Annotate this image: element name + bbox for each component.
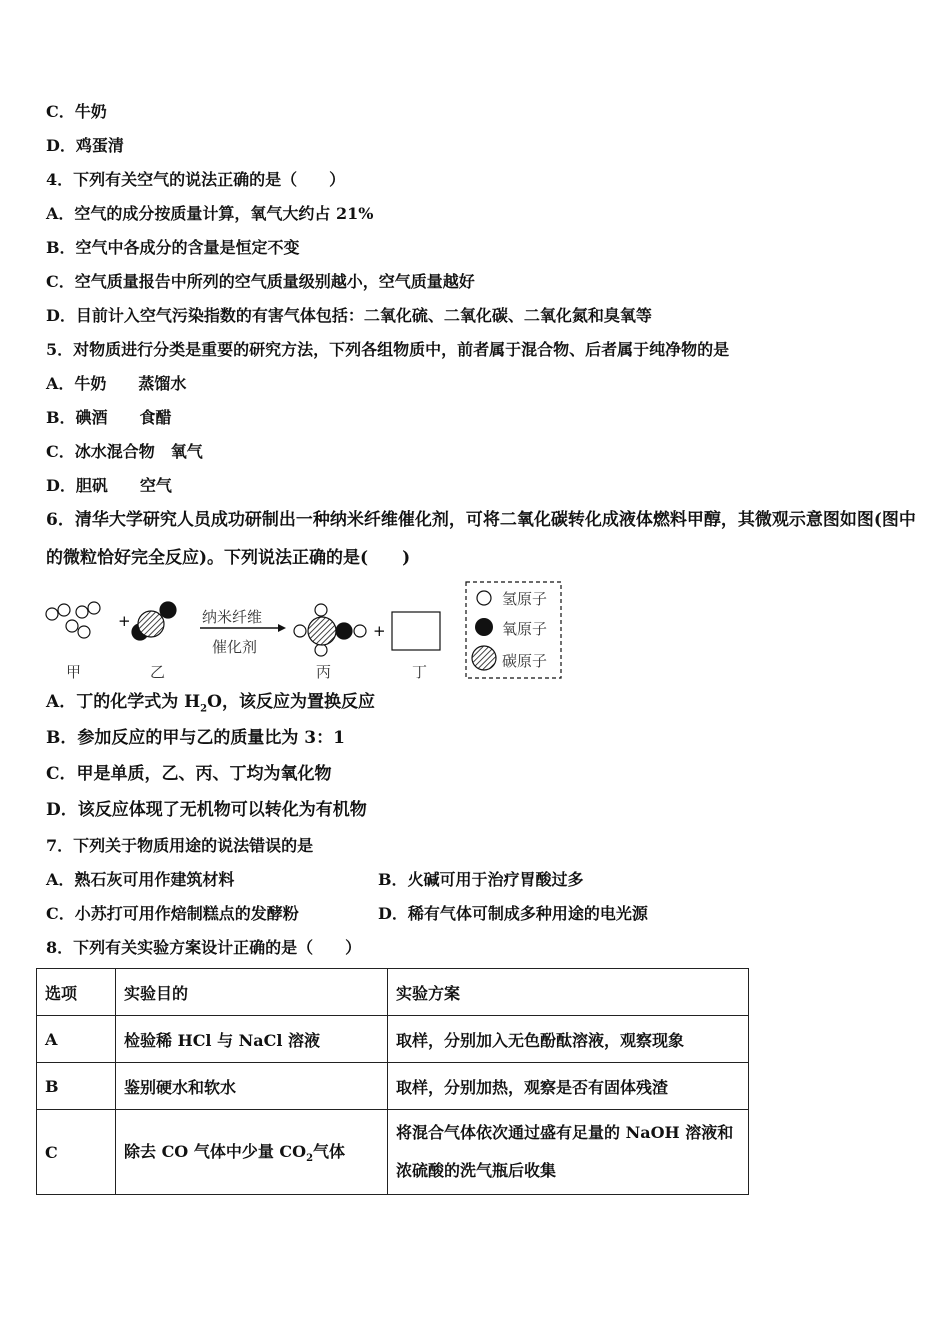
row-b-plan: 取样，分别加热，观察是否有固体残渣 xyxy=(388,1063,749,1110)
q4-option-b: B．空气中各成分的含量是恒定不变 xyxy=(46,238,300,257)
q6-option-c: C．甲是单质，乙、丙、丁均为氧化物 xyxy=(46,764,332,784)
label-bing: 丙 xyxy=(316,663,332,681)
q7-stem: 7．下列关于物质用途的说法错误的是 xyxy=(46,836,314,855)
q7-option-a: A．熟石灰可用作建筑材料 xyxy=(46,870,235,889)
q4-option-c: C．空气质量报告中所列的空气质量级别越小，空气质量越好 xyxy=(46,272,475,291)
q3-option-c: C．牛奶 xyxy=(46,102,107,121)
row-a-option: A xyxy=(37,1016,116,1063)
table-header-row xyxy=(37,969,749,1016)
q6-option-a-text-end: O，该反应为置换反应 xyxy=(207,692,375,712)
q3-option-d: D．鸡蛋清 xyxy=(46,136,124,155)
row-c-purpose xyxy=(116,1110,388,1195)
q6-option-d: D．该反应体现了无机物可以转化为有机物 xyxy=(46,800,367,820)
plus-sign-2: + xyxy=(373,622,386,640)
product-bing-molecule xyxy=(294,604,366,656)
q7-option-c: C．小苏打可用作焙制糕点的发酵粉 xyxy=(46,904,299,923)
carbon-atom-icon xyxy=(472,646,496,670)
header-option: 选项 xyxy=(37,969,116,1016)
row-c-option: C xyxy=(37,1110,116,1195)
catalyst-label-bottom: 催化剂 xyxy=(212,638,258,656)
row-a-purpose: 检验稀 HCl 与 NaCl 溶液 xyxy=(116,1016,388,1063)
row-c-plan-line1: 将混合气体依次通过盛有足量的 NaOH 溶液和 xyxy=(396,1123,734,1142)
header-purpose: 实验目的 xyxy=(116,969,388,1016)
q4-stem: 4．下列有关空气的说法正确的是（ ） xyxy=(46,170,346,189)
row-a-plan: 取样，分别加入无色酚酞溶液，观察现象 xyxy=(388,1016,749,1063)
q4-option-d: D．目前计入空气污染指数的有害气体包括：二氧化硫、二氧化碳、二氧化氮和臭氧等 xyxy=(46,306,652,325)
q6-stem-line1: 6．清华大学研究人员成功研制出一种纳米纤维催化剂，可将二氧化碳转化成液体燃料甲醇，其微观示意图如图(图中 xyxy=(46,510,916,530)
q5-option-b: B．碘酒 食醋 xyxy=(46,408,172,427)
q6-option-b: B．参加反应的甲与乙的质量比为 3：1 xyxy=(46,728,345,748)
q6-option-a xyxy=(46,692,375,719)
q6-option-a-text: A．丁的化学式为 H xyxy=(46,692,201,712)
q5-option-d: D．胆矾 空气 xyxy=(46,476,172,495)
row-c-purpose-text: 除去 CO 气体中少量 CO xyxy=(124,1142,307,1162)
plus-sign-1: + xyxy=(118,612,131,630)
reaction-arrow-head xyxy=(278,624,286,632)
legend-oxygen: 氧原子 xyxy=(502,620,548,638)
reaction-diagram xyxy=(40,580,570,685)
row-b-purpose: 鉴别硬水和软水 xyxy=(116,1063,388,1110)
experiment-table xyxy=(36,968,749,1195)
q4-option-a: A．空气的成分按质量计算，氧气大约占 21% xyxy=(46,204,374,223)
q7-option-d: D．稀有气体可制成多种用途的电光源 xyxy=(378,904,648,923)
row-b-option: B xyxy=(37,1063,116,1110)
legend-hydrogen: 氢原子 xyxy=(502,590,548,608)
table-row xyxy=(37,1016,749,1063)
label-jia: 甲 xyxy=(66,663,82,681)
reactant-yi-molecule xyxy=(132,602,176,640)
q5-option-a: A．牛奶 蒸馏水 xyxy=(46,374,187,393)
atom-legend xyxy=(466,582,561,678)
row-c-plan-line2: 浓硫酸的洗气瓶后收集 xyxy=(396,1161,557,1180)
product-ding-box xyxy=(392,612,440,650)
label-yi: 乙 xyxy=(150,663,166,681)
hydrogen-atom-icon xyxy=(477,591,491,605)
row-c-purpose-text-end: 气体 xyxy=(313,1142,346,1162)
table-row xyxy=(37,1063,749,1110)
row-c-plan xyxy=(388,1110,749,1195)
q7-option-b: B．火碱可用于治疗胃酸过多 xyxy=(378,870,584,889)
q5-option-c: C．冰水混合物 氧气 xyxy=(46,442,203,461)
label-ding: 丁 xyxy=(412,663,428,681)
q6-stem-line2: 的微粒恰好完全反应)。下列说法正确的是( ) xyxy=(46,548,411,568)
table-row xyxy=(37,1110,749,1195)
reactant-jia-molecules xyxy=(46,602,100,638)
header-plan: 实验方案 xyxy=(388,969,749,1016)
row-c-purpose-subscript: 2 xyxy=(306,1153,314,1165)
q5-stem: 5．对物质进行分类是重要的研究方法，下列各组物质中，前者属于混合物、后者属于纯净物的是 xyxy=(46,340,730,359)
legend-carbon: 碳原子 xyxy=(502,652,548,670)
q8-stem: 8．下列有关实验方案设计正确的是（ ） xyxy=(46,938,362,957)
catalyst-label-top: 纳米纤维 xyxy=(202,608,263,626)
oxygen-atom-icon xyxy=(475,618,493,636)
q6-option-a-subscript: 2 xyxy=(200,703,208,715)
